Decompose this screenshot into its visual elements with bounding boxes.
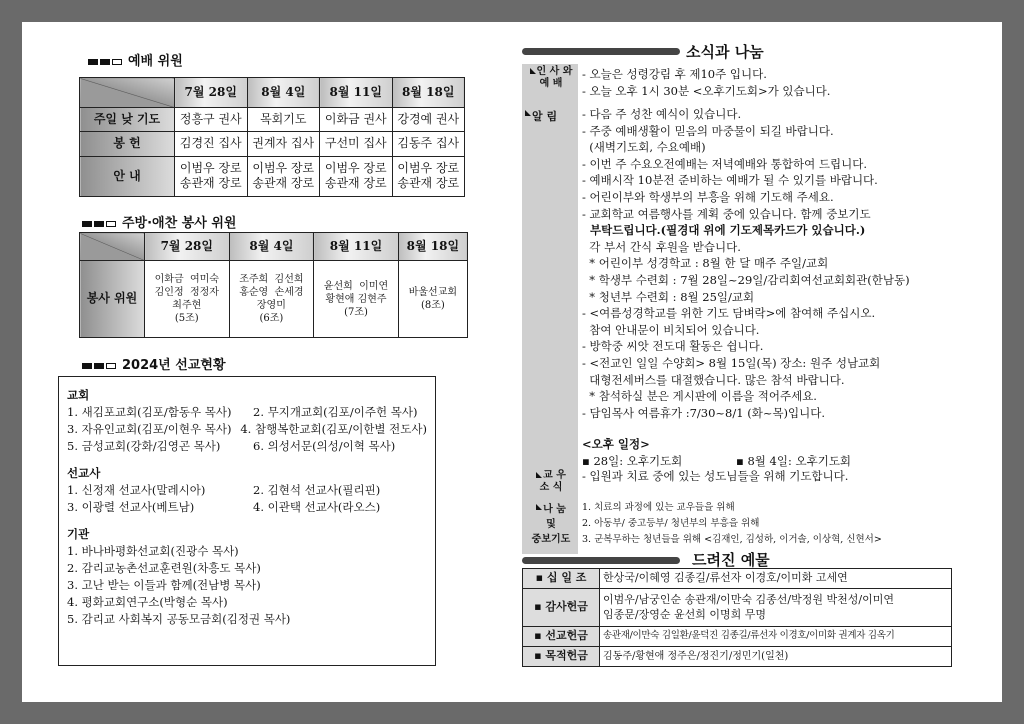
date-header: 8월 11일 bbox=[320, 78, 393, 108]
team-names: 이화금 여미숙 김인정 정정자 최주현 bbox=[154, 274, 219, 311]
notice-item: - <여름성경학교를 위한 기도 담벼락>에 참여해 주십시오. bbox=[582, 306, 876, 321]
team-group: (5조) bbox=[174, 313, 199, 324]
row-label: 주일 낮 기도 bbox=[80, 108, 175, 132]
list-item: 1. 신정재 선교사(말레시아) 2. 김현석 선교사(필리핀) bbox=[67, 483, 381, 497]
list-item: 5. 금성교회(강화/김영곤 목사) 6. 의성서문(의성/이혁 목사) bbox=[67, 439, 396, 453]
table-cell: 이범우 장로 송관재 장로 bbox=[392, 156, 465, 196]
team-group: (6조) bbox=[259, 313, 284, 324]
team-cell bbox=[229, 261, 314, 338]
team-cell bbox=[314, 261, 399, 338]
date-header: 8월 4일 bbox=[229, 233, 314, 261]
date-header: 7월 28일 bbox=[175, 78, 248, 108]
table-cell: 정흥구 권사 bbox=[175, 108, 248, 132]
list-item: 1. 바나바평화선교회(진광수 목사) bbox=[67, 544, 239, 558]
category-title: 기관 bbox=[67, 527, 90, 541]
kitchen-table bbox=[79, 232, 468, 338]
worship-table bbox=[79, 77, 465, 197]
list-item: 3. 자유인교회(김포/이현우 목사) 4. 참행복한교회(김포/이한별 전도사) bbox=[67, 422, 427, 436]
date-header: 8월 18일 bbox=[398, 233, 467, 261]
notice-item: - 어린이부와 학생부의 부흥을 위해 기도해 주세요. bbox=[582, 189, 834, 204]
list-item: 3. 고난 받는 이들과 함께(전남병 목사) bbox=[67, 578, 261, 592]
notice-item: * 청년부 수련회 : 8월 25일/교회 bbox=[582, 289, 755, 304]
table-cell: 이범우 장로 송관재 장로 bbox=[320, 156, 393, 196]
worship-heading: 예배 위원 bbox=[88, 50, 183, 69]
table-cell: 목회기도 bbox=[247, 108, 320, 132]
date-header: 7월 28일 bbox=[145, 233, 230, 261]
mission-heading: 2024년 선교현황 bbox=[82, 354, 226, 373]
team-names: 바울선교회 bbox=[408, 287, 458, 298]
label-fellowship: 교 우 소 식 bbox=[525, 470, 577, 494]
notice-item: 각 부서 간식 후원을 받습니다. bbox=[582, 239, 741, 254]
notice-item: 참여 안내문이 비치되어 있습니다. bbox=[582, 322, 760, 337]
notice-item: 대형전세버스를 대절했습니다. 많은 참석 바랍니다. bbox=[582, 372, 845, 387]
table-cell: 이화금 권사 bbox=[320, 108, 393, 132]
notice-item: 부탁드립니다.(필경대 위에 기도제목카드가 있습니다.) bbox=[582, 223, 866, 238]
table-cell: 권계자 집사 bbox=[247, 132, 320, 156]
team-names: 조주희 김선희 홍순영 손세경 장영미 bbox=[239, 274, 304, 311]
notice-item: * 학생부 수련회 : 7월 28일~29일/감리회여선교회회관(한남동) bbox=[582, 272, 910, 287]
diagonal-cell bbox=[80, 233, 145, 261]
afternoon-item: ▪ 28일: 오후기도회 bbox=[582, 453, 683, 468]
date-header: 8월 11일 bbox=[314, 233, 399, 261]
notice-item: - 방학중 씨앗 전도대 활동은 쉽니다. bbox=[582, 339, 764, 354]
team-cell bbox=[398, 261, 467, 338]
heading-bar bbox=[522, 557, 680, 564]
offering-label: ▪ 십 일 조 bbox=[523, 569, 600, 589]
afternoon-item: ▪ 8월 4일: 오후기도회 bbox=[736, 453, 852, 468]
table-cell: 이범우 장로 송관재 장로 bbox=[175, 156, 248, 196]
list-item: 1. 새김포교회(김포/함동우 목사) 2. 무지개교회(김포/이주헌 목사) bbox=[67, 405, 418, 419]
offering-label: ▪ 목적헌금 bbox=[523, 647, 600, 667]
table-cell: 구선미 집사 bbox=[320, 132, 393, 156]
table-cell: 김동주 집사 bbox=[392, 132, 465, 156]
afternoon-title: <오후 일정> bbox=[582, 437, 650, 451]
row-label: 봉 헌 bbox=[80, 132, 175, 156]
offerings-heading: 드려진 예물 bbox=[692, 551, 770, 569]
offering-names: 한상국/이혜영 김종길/류선자 이경호/이미화 고세연 bbox=[600, 569, 952, 589]
notice-item: * 참석하실 분은 게시판에 이름을 적어주세요. bbox=[582, 389, 817, 404]
row-label: 봉사 위원 bbox=[80, 261, 145, 338]
label-notice: 알 림 bbox=[525, 108, 557, 124]
fellowship-text: - 입원과 치료 중에 있는 성도님들을 위해 기도합니다. bbox=[582, 469, 849, 483]
greeting-text: - 오늘은 성령강림 후 제10주 입니다. - 오늘 오후 1시 30분 <오후기도회>가 있습니다. bbox=[582, 67, 831, 98]
category-title: 교회 bbox=[67, 388, 90, 402]
news-heading: 소식과 나눔 bbox=[686, 43, 764, 61]
offering-label: ▪ 감사헌금 bbox=[523, 589, 600, 627]
offerings-table bbox=[522, 568, 952, 667]
team-cell bbox=[145, 261, 230, 338]
notice-list bbox=[582, 106, 910, 421]
heading-bar bbox=[522, 48, 680, 55]
table-cell: 강경예 권사 bbox=[392, 108, 465, 132]
team-names: 윤선희 이미연 황현애 김현주 bbox=[323, 280, 389, 305]
row-label: 안 내 bbox=[80, 156, 175, 196]
notice-item: - 예배시작 10분전 준비하는 예배가 될 수 있기를 바랍니다. bbox=[582, 173, 878, 188]
table-cell: 이범우 장로 송관재 장로 bbox=[247, 156, 320, 196]
offering-names: 송관재/이만숙 김일환/윤덕진 김종길/류선자 이경호/이미화 권계자 김옥기 bbox=[600, 627, 952, 647]
notice-item: - 담임목사 여름휴가 :7/30~8/1 (화~목)입니다. bbox=[582, 405, 826, 420]
notice-item: - <전교인 일일 수양회> 8월 15일(목) 장소: 원주 성남교회 bbox=[582, 355, 881, 370]
notice-item: - 교회학교 여름행사를 계획 중에 있습니다. 함께 중보기도 bbox=[582, 206, 871, 221]
kitchen-heading: 주방·애찬 봉사 위원 bbox=[82, 212, 236, 231]
date-header: 8월 4일 bbox=[247, 78, 320, 108]
notice-item: - 다음 주 성찬 예식이 있습니다. bbox=[582, 107, 742, 121]
team-group: (7조) bbox=[344, 306, 368, 318]
notice-item: - 주중 예배생활이 믿음의 마중물이 되길 바랍니다. bbox=[582, 123, 834, 138]
category-title: 선교사 bbox=[67, 466, 101, 480]
diagonal-cell bbox=[80, 78, 175, 108]
label-greeting: 인 사 와 예 배 bbox=[523, 66, 579, 90]
offering-names: 김동주/황현애 정주은/정진기/정민기(일천) bbox=[600, 647, 952, 667]
list-item: 2. 감리교농촌선교훈련원(차흥도 목사) bbox=[67, 561, 261, 575]
share-list: 1. 치료의 과정에 있는 교우들을 위해 2. 아동부/ 중고등부/ 청년부의 부흥을 위해 3. 군복무하는 청년들을 위해 <김재인, 김성하, 이거솔, 이상혁, 신현서> bbox=[582, 502, 882, 545]
list-item: 3. 이광렬 선교사(베트남) 4. 이관택 선교사(라오스) bbox=[67, 500, 381, 514]
team-group: (8조) bbox=[420, 300, 445, 311]
date-header: 8월 18일 bbox=[392, 78, 465, 108]
mission-box bbox=[58, 376, 436, 666]
list-item: 5. 감리교 사회복지 공동모금회(김정권 목사) bbox=[67, 612, 291, 626]
notice-item: * 어린이부 성경학교 : 8월 한 달 매주 주일/교회 bbox=[582, 256, 829, 271]
table-cell: 김경진 집사 bbox=[175, 132, 248, 156]
list-item: 4. 평화교회연구소(박형순 목사) bbox=[67, 595, 228, 609]
notice-item: (새벽기도회, 수요예배) bbox=[582, 140, 706, 155]
label-share: 나 눔 및 중보기도 bbox=[531, 504, 571, 545]
offering-names: 이범우/남궁인순 송관재/이만숙 김종선/박정원 박천성/이미연 임종문/장영순 윤선희 이명희 무명 bbox=[600, 589, 952, 627]
offering-label: ▪ 선교헌금 bbox=[523, 627, 600, 647]
notice-item: - 이번 주 수요오전예배는 저녁예배와 통합하여 드립니다. bbox=[582, 156, 867, 171]
afternoon-schedule bbox=[582, 436, 851, 469]
